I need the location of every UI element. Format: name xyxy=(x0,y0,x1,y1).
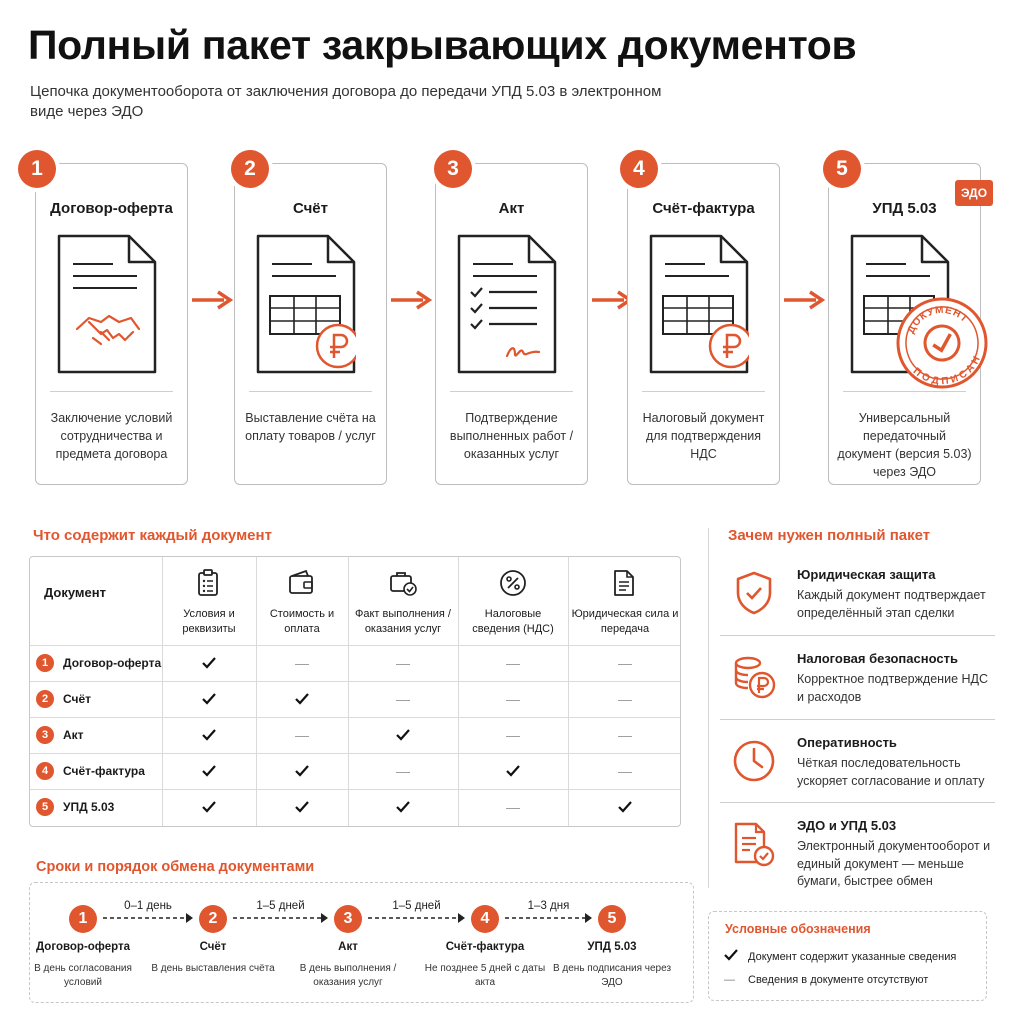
benefit-text: Чёткая последовательность ускоряет согласование и оплату xyxy=(797,756,985,788)
row-number-badge: 3 xyxy=(36,726,54,744)
step-description: Универсальный передаточный документ (версия 5.03) через ЭДО xyxy=(837,411,972,479)
check-mark xyxy=(162,789,256,825)
step-card-1 xyxy=(35,163,188,485)
timeline-duration: 1–5 дней xyxy=(256,900,305,912)
check-mark xyxy=(458,753,568,789)
timeline-stage-desc: В день выполнения / оказания услуг xyxy=(299,963,397,988)
page-title: Полный пакет закрывающих документов xyxy=(28,22,857,68)
dash-symbol: — xyxy=(295,727,309,743)
dash-symbol: — xyxy=(396,691,410,707)
step-card-2 xyxy=(234,163,387,485)
ruble-icon xyxy=(649,234,749,374)
dash-symbol: — xyxy=(295,655,309,671)
check-mark xyxy=(256,789,348,825)
step-number-badge: 4 xyxy=(620,150,658,188)
dash-symbol: — xyxy=(618,655,632,671)
timeline-number-badge: 4 xyxy=(471,905,499,933)
check-mark xyxy=(162,645,256,681)
benefit-item xyxy=(720,735,995,805)
dash-mark xyxy=(256,717,348,753)
dash-mark xyxy=(256,645,348,681)
column-header: Налоговые сведения (НДС) xyxy=(472,608,554,635)
check-mark xyxy=(256,753,348,789)
column-header: Юридическая сила и передача xyxy=(571,608,679,635)
benefit-title: ЭДО и УПД 5.03 xyxy=(797,818,897,833)
step-description: Подтверждение выполненных работ / оказанных услуг xyxy=(449,411,574,461)
timeline-arrow-icon xyxy=(101,910,195,926)
table-row-label xyxy=(36,645,161,681)
timeline-stage-desc: Не позднее 5 дней с даты акта xyxy=(424,963,546,988)
briefcase-check-icon xyxy=(389,569,417,597)
benefit-item xyxy=(720,651,995,721)
row-number-badge: 5 xyxy=(36,798,54,816)
timeline-stage-name: Договор-оферта xyxy=(35,941,131,953)
dash-mark xyxy=(458,645,568,681)
clipboard-icon xyxy=(195,569,223,597)
dash-mark xyxy=(568,753,681,789)
step-number-badge: 5 xyxy=(823,150,861,188)
benefit-title: Юридическая защита xyxy=(797,567,936,582)
step-separator xyxy=(50,391,173,392)
timeline-number-badge: 2 xyxy=(199,905,227,933)
check-mark xyxy=(162,681,256,717)
row-number-badge: 4 xyxy=(36,762,54,780)
dash-mark xyxy=(458,681,568,717)
section-divider xyxy=(708,528,709,888)
timeline-duration: 0–1 день xyxy=(124,900,172,912)
column-header: Условия и реквизиты xyxy=(182,608,236,635)
legend-text: Документ содержит указанные сведения xyxy=(748,950,957,963)
document-icon xyxy=(611,569,639,597)
step-description: Заключение условий сотрудничества и предмета договора xyxy=(50,411,173,461)
flow-arrow-icon xyxy=(387,288,433,312)
dash-mark xyxy=(568,681,681,717)
timeline-number-badge: 5 xyxy=(598,905,626,933)
dash-symbol: — xyxy=(618,727,632,743)
benefit-text: Электронный документооборот и единый документ — меньше бумаги, быстрее обмен xyxy=(797,839,991,888)
table-corner-label: Документ xyxy=(44,585,106,600)
signature-icon xyxy=(457,234,557,374)
step-description: Налоговый документ для подтверждения НДС xyxy=(642,411,765,461)
coins-ruble-icon xyxy=(730,653,778,701)
table-row-label xyxy=(36,789,114,825)
page-subtitle: Цепочка документооборота от заключения договора до передачи УПД 5.03 в электронном виде через ЭДО xyxy=(30,83,662,120)
dash-symbol: — xyxy=(506,691,520,707)
dash-symbol: — xyxy=(396,655,410,671)
dash-symbol: — xyxy=(618,763,632,779)
benefit-text: Каждый документ подтверждает определённый этап сделки xyxy=(797,588,986,620)
row-document-name: Счёт-фактура xyxy=(63,764,145,778)
wallet-icon xyxy=(288,569,316,597)
legend-dash-icon: — xyxy=(724,974,735,986)
timeline-stage-name: УПД 5.03 xyxy=(587,941,637,953)
timeline-arrow-icon xyxy=(231,910,330,926)
timeline-stage-name: Счёт xyxy=(199,941,227,953)
check-mark xyxy=(162,717,256,753)
signed-stamp-icon xyxy=(886,287,997,398)
timeline-number-badge: 3 xyxy=(334,905,362,933)
dash-mark xyxy=(348,645,458,681)
table-row-label xyxy=(36,717,84,753)
step-separator xyxy=(642,391,765,392)
legend-item xyxy=(724,974,928,986)
benefit-separator xyxy=(720,635,995,636)
dash-symbol: — xyxy=(396,763,410,779)
dash-symbol: — xyxy=(506,799,520,815)
row-number-badge: 1 xyxy=(36,654,54,672)
clock-icon xyxy=(730,737,778,785)
step-title: Счёт xyxy=(292,200,329,217)
row-document-name: Счёт xyxy=(63,692,92,706)
dash-mark xyxy=(348,681,458,717)
step-number-badge: 3 xyxy=(434,150,472,188)
percent-icon xyxy=(499,569,527,597)
dash-symbol: — xyxy=(506,727,520,743)
timeline-stage-desc: В день выставления счёта xyxy=(151,963,275,974)
benefit-separator xyxy=(720,802,995,803)
timeline-number-badge: 1 xyxy=(69,905,97,933)
timeline-stage-name: Счёт-фактура xyxy=(445,941,525,953)
check-mark xyxy=(348,789,458,825)
benefit-title: Налоговая безопасность xyxy=(797,651,958,666)
step-separator xyxy=(249,391,372,392)
step-title: Акт xyxy=(498,200,525,217)
document-check-icon xyxy=(730,820,778,868)
benefits-heading: Зачем нужен полный пакет xyxy=(728,527,931,544)
table-row-label xyxy=(36,681,91,717)
column-header: Факт выполнения / оказания услуг xyxy=(355,608,451,635)
row-document-name: УПД 5.03 xyxy=(63,800,115,814)
timeline-duration: 1–5 дней xyxy=(392,900,441,912)
step-separator xyxy=(450,391,573,392)
benefit-text: Корректное подтверждение НДС и расходов xyxy=(797,672,989,704)
flow-arrow-icon xyxy=(780,288,826,312)
timeline-stage-desc: В день согласования условий xyxy=(34,963,132,988)
check-mark xyxy=(162,753,256,789)
shield-check-icon xyxy=(730,569,778,617)
check-mark xyxy=(568,789,681,825)
legend-title: Условные обозначения xyxy=(725,922,871,936)
dash-mark xyxy=(348,753,458,789)
column-header: Стоимость и оплата xyxy=(269,608,335,635)
step-number-badge: 2 xyxy=(231,150,269,188)
dash-mark xyxy=(458,717,568,753)
document-contents-table xyxy=(29,556,681,827)
benefit-item xyxy=(720,818,995,888)
timeline-arrow-icon xyxy=(503,910,594,926)
svg-text:ДОКУМЕНТ: ДОКУМЕНТ xyxy=(905,304,971,336)
dash-mark xyxy=(568,717,681,753)
step-title: Договор-оферта xyxy=(50,200,173,217)
ruble-icon xyxy=(256,234,356,374)
benefit-item xyxy=(720,567,995,637)
step-title: Счёт-фактура xyxy=(652,200,755,217)
row-document-name: Акт xyxy=(63,728,84,742)
row-document-name: Договор-оферта xyxy=(63,656,162,670)
legend-text: Сведения в документе отсутствуют xyxy=(748,974,929,986)
svg-text:ПОДПИСАН: ПОДПИСАН xyxy=(910,353,984,388)
timeline-duration: 1–3 дня xyxy=(527,900,570,912)
matrix-heading: Что содержит каждый документ xyxy=(33,527,272,544)
check-mark xyxy=(256,681,348,717)
dash-mark xyxy=(568,645,681,681)
step-description: Выставление счёта на оплату товаров / услуг xyxy=(245,411,376,443)
step-card-3 xyxy=(435,163,588,485)
benefit-title: Оперативность xyxy=(797,735,897,750)
row-number-badge: 2 xyxy=(36,690,54,708)
dash-symbol: — xyxy=(506,655,520,671)
timeline-stage-desc: В день подписания через ЭДО xyxy=(552,963,672,988)
dash-symbol: — xyxy=(618,691,632,707)
timeline-arrow-icon xyxy=(366,910,467,926)
benefit-separator xyxy=(720,719,995,720)
check-mark xyxy=(348,717,458,753)
edo-tag: ЭДО xyxy=(955,180,993,206)
legend-item xyxy=(724,949,956,964)
table-row-label xyxy=(36,753,145,789)
dash-mark xyxy=(458,789,568,825)
step-card-4 xyxy=(627,163,780,485)
legend-check-icon xyxy=(724,949,748,964)
handshake-icon xyxy=(57,234,157,374)
timeline-stage-name: Акт xyxy=(338,941,358,953)
step-number-badge: 1 xyxy=(18,150,56,188)
flow-arrow-icon xyxy=(188,288,234,312)
step-title: УПД 5.03 xyxy=(872,200,937,217)
timeline-heading: Сроки и порядок обмена документами xyxy=(36,859,315,875)
